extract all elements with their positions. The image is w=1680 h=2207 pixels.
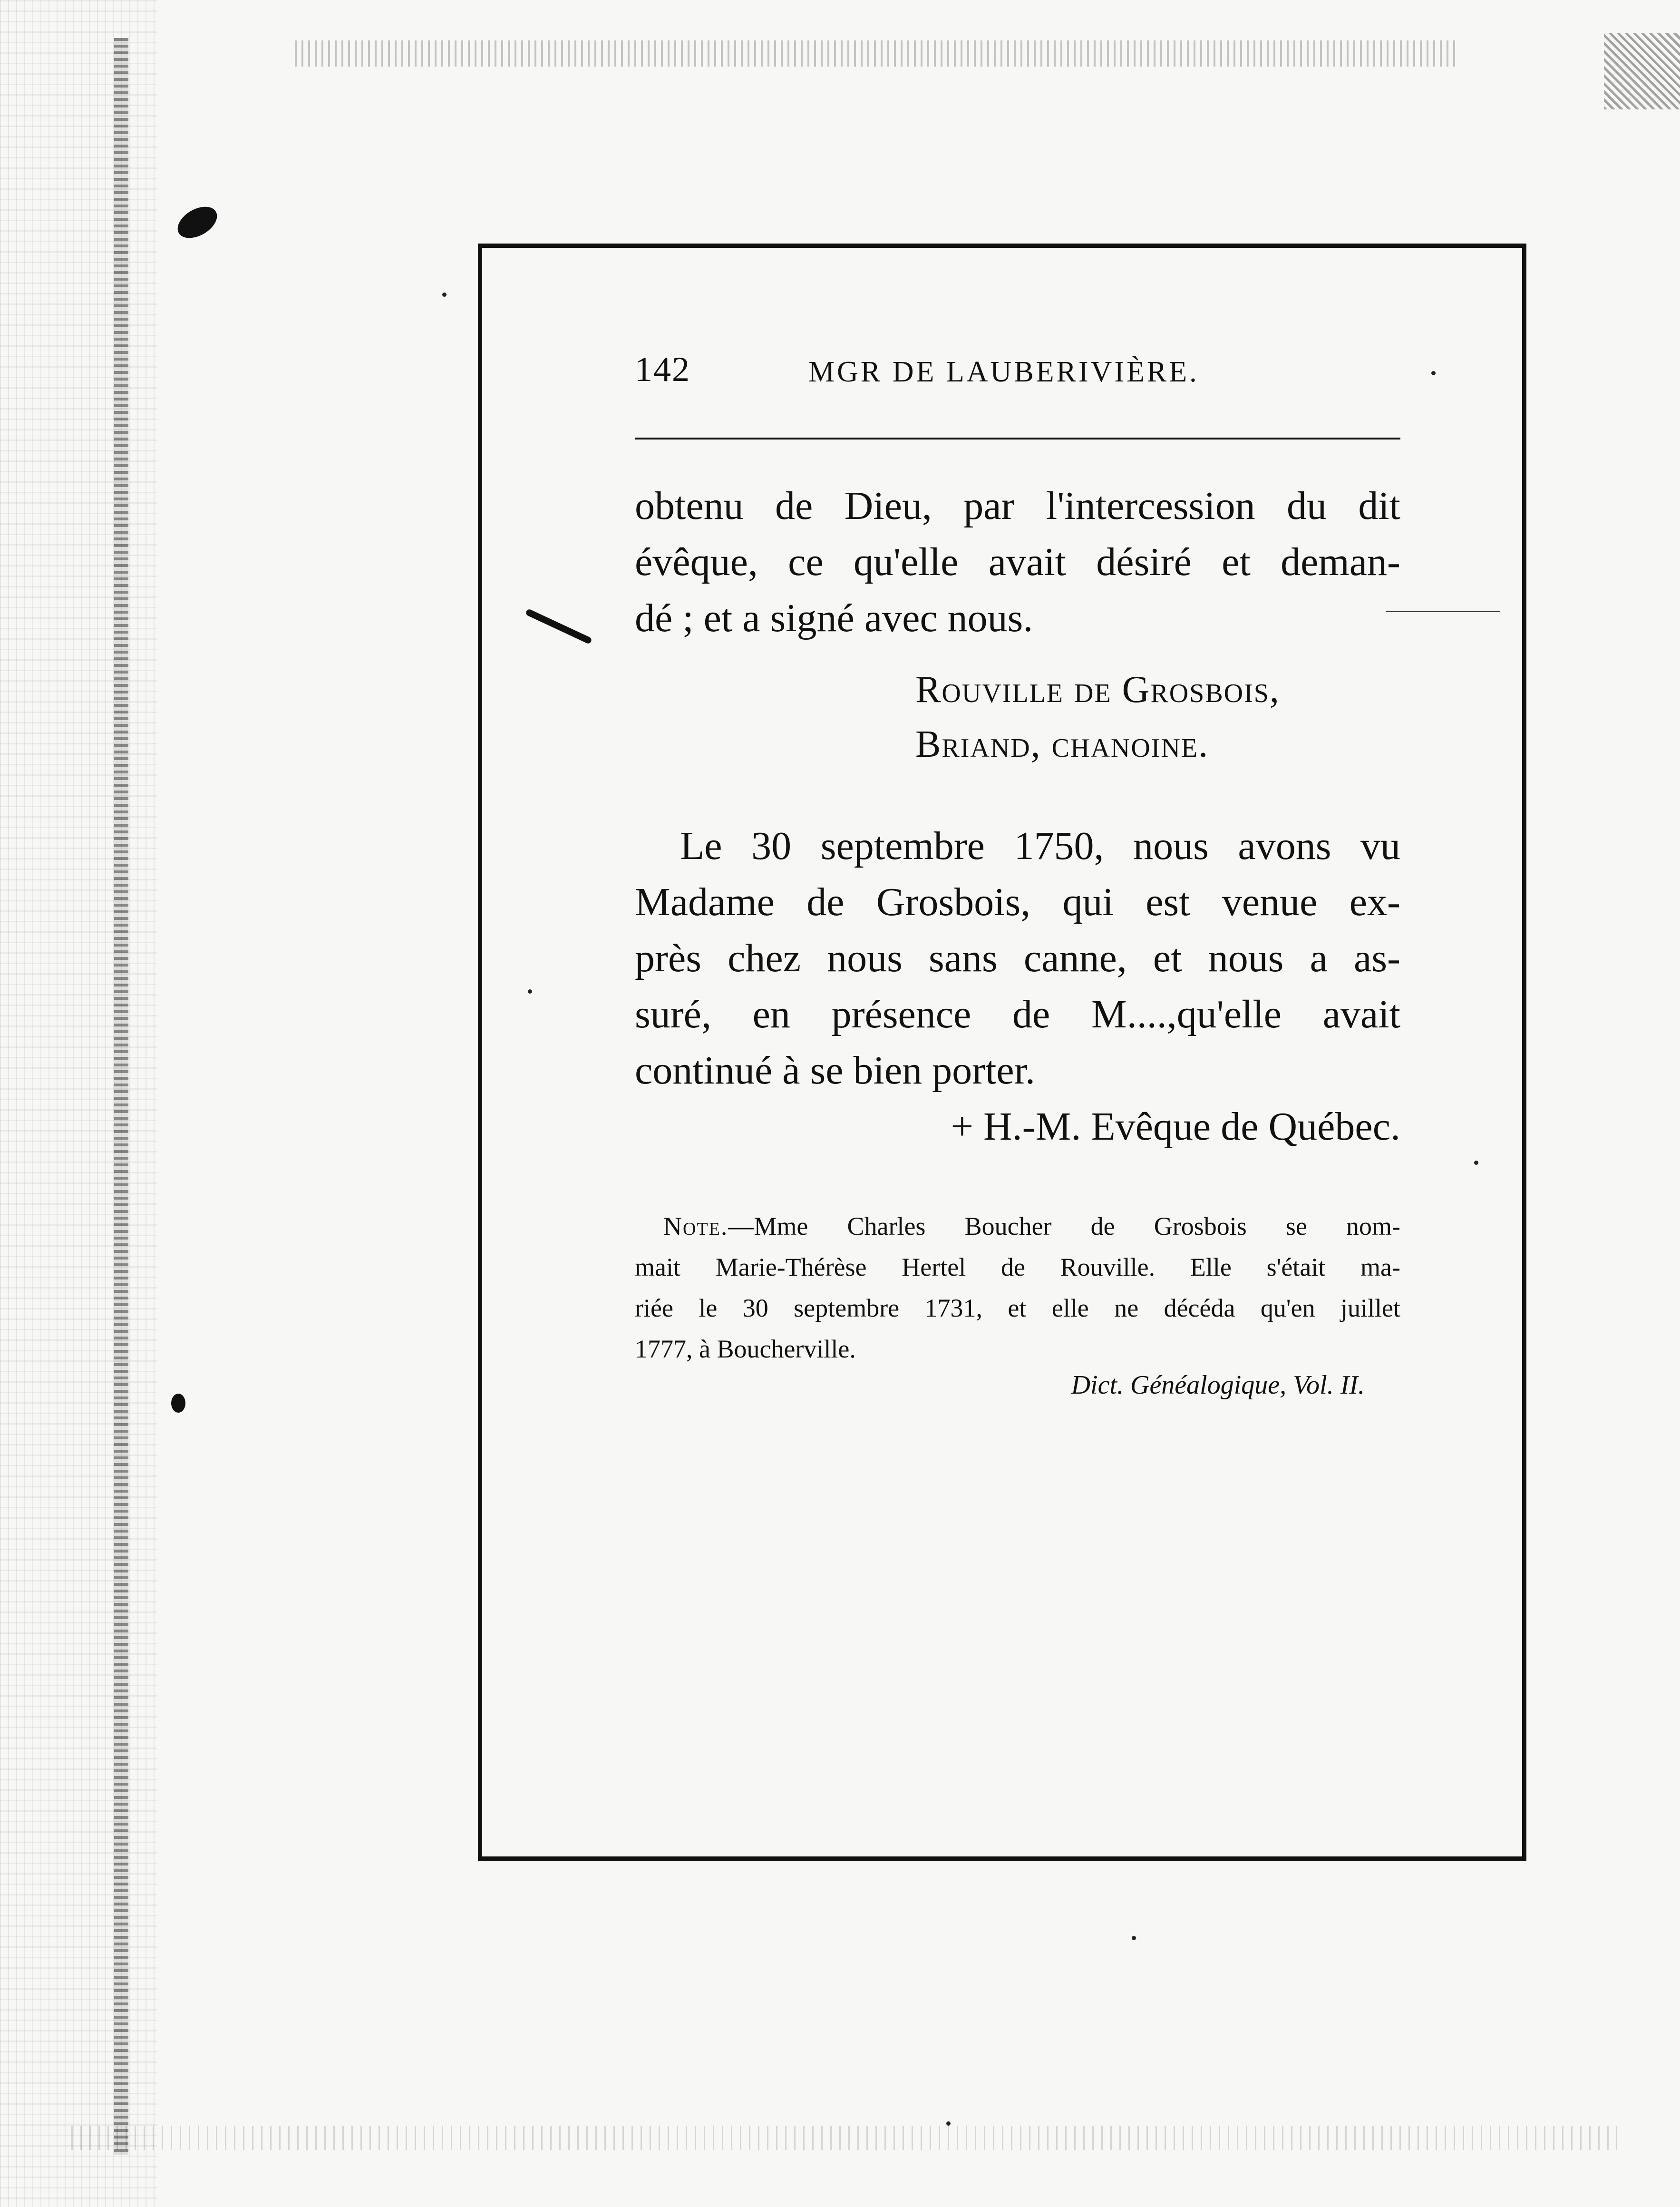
signature-line: Briand, chanoine. xyxy=(915,723,1209,765)
note-source: Dict. Généalogique, Vol. II. xyxy=(1071,1370,1365,1400)
scan-corner xyxy=(1604,33,1680,109)
note-line: riée le 30 septembre 1731, et elle ne décéda qu'en juillet xyxy=(635,1294,1400,1322)
ink-blot xyxy=(171,1394,185,1413)
note-line: mait Marie-Thérèse Hertel de Rouville. Elle s'était ma- xyxy=(635,1253,1400,1281)
signed-by: + H.-M. Evêque de Québec. xyxy=(951,1104,1400,1149)
scan-edge-bottom xyxy=(71,2126,1617,2150)
body-line: suré, en présence de M....,qu'elle avait xyxy=(635,992,1400,1036)
speck xyxy=(442,293,447,297)
running-title: MGR DE LAUBERIVIÈRE. xyxy=(808,356,1199,388)
body-line: évêque, ce qu'elle avait désiré et deman- xyxy=(635,540,1400,584)
signature-line: Rouville de Grosbois, xyxy=(915,669,1280,711)
scan-edge-top xyxy=(295,40,1460,67)
note-line xyxy=(663,1206,1400,1247)
body-line: près chez nous sans canne, et nous a as- xyxy=(635,936,1400,980)
scan-edge-left xyxy=(0,0,157,2207)
running-head xyxy=(635,350,1400,402)
body-line: Madame de Grosbois, qui est venue ex- xyxy=(635,880,1400,924)
speck xyxy=(946,2121,951,2126)
note-text: —Mme Charles Boucher de Grosbois se nom- xyxy=(728,1212,1400,1240)
body-line: obtenu de Dieu, par l'intercession du dit xyxy=(635,484,1400,528)
scan-binding-shadow xyxy=(114,38,128,2155)
page-number: 142 xyxy=(635,350,690,389)
note-line: 1777, à Boucherville. xyxy=(635,1335,856,1363)
body-line: Le 30 septembre 1750, nous avons vu xyxy=(680,824,1400,868)
note-label: Note. xyxy=(663,1212,728,1240)
margin-dash xyxy=(1386,611,1500,612)
ink-blot xyxy=(172,200,222,244)
speck xyxy=(1132,1936,1136,1940)
head-rule xyxy=(635,438,1400,439)
body-line: dé ; et a signé avec nous. xyxy=(635,596,1033,640)
body-line: continué à se bien porter. xyxy=(635,1048,1036,1093)
